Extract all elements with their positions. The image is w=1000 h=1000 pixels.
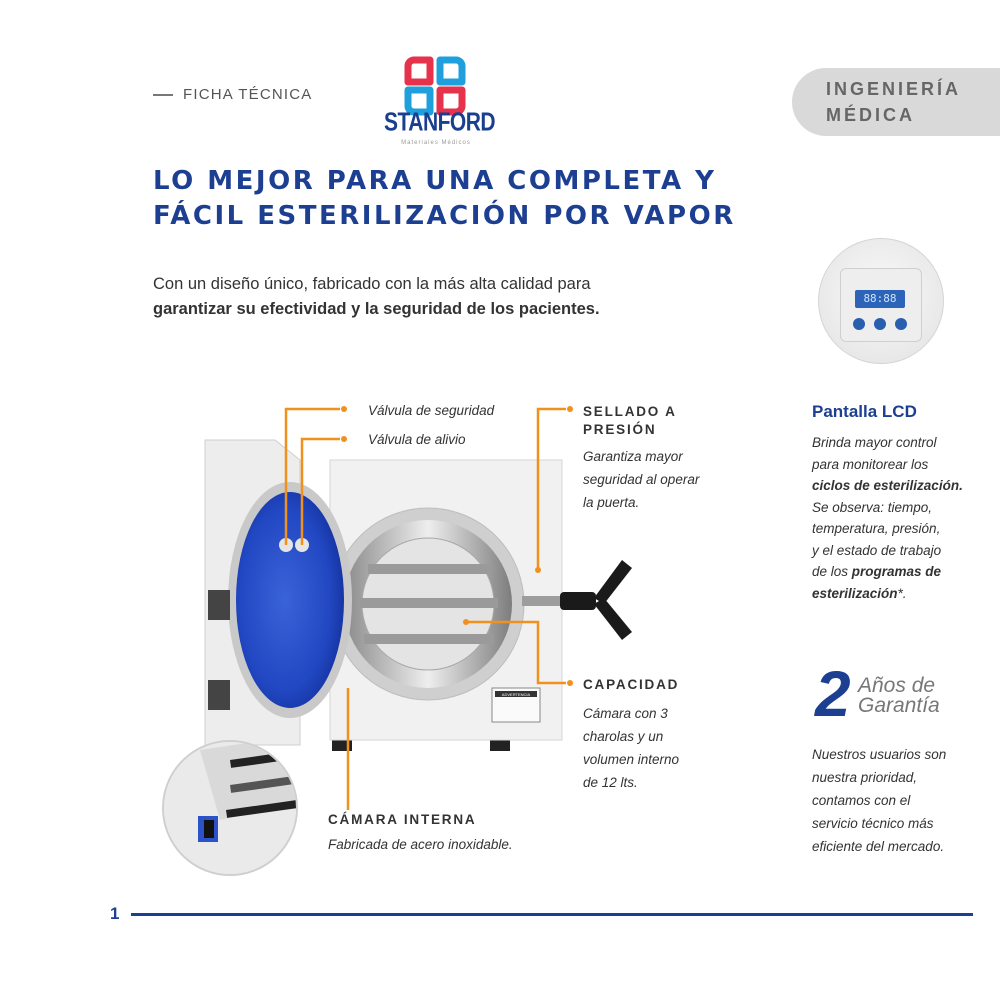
lcd-desc-line: de los	[812, 564, 852, 579]
lcd-button-icon	[874, 318, 886, 330]
door-hinge-closeup	[160, 740, 310, 880]
lcd-title: Pantalla LCD	[812, 402, 917, 421]
lcd-desc-line: Brinda mayor control	[812, 435, 937, 450]
callout-camara	[328, 811, 513, 856]
dash-divider	[153, 94, 173, 96]
warranty-desc-line: servicio técnico más	[812, 816, 934, 831]
warranty-desc-line: nuestra prioridad,	[812, 770, 918, 785]
lcd-button-icon	[853, 318, 865, 330]
intro-bold-text: garantizar su efectividad y la seguridad de los pacientes.	[153, 300, 600, 318]
callout-sellado-desc-2: seguridad al operar	[583, 472, 700, 487]
category-tab-label	[826, 76, 961, 128]
callout-sellado-desc-3: la puerta.	[583, 495, 640, 510]
lcd-desc-bold: esterilización	[812, 585, 898, 601]
page-title-line1: LO MEJOR PARA UNA COMPLETA Y	[153, 166, 717, 196]
warranty-desc-line: Nuestros usuarios son	[812, 747, 947, 762]
warranty-number: 2	[815, 658, 851, 730]
callout-sellado-title-1: SELLADO A	[583, 404, 677, 419]
tab-label-line1: INGENIERÍA	[826, 79, 962, 99]
tab-label-line2: MÉDICA	[826, 105, 915, 125]
lcd-desc-line: temperatura, presión,	[812, 521, 941, 536]
callout-capacidad-desc-1: Cámara con 3	[583, 706, 668, 721]
callout-valvula-alivio: Válvula de alivio	[368, 432, 466, 447]
lcd-desc-suffix: *.	[897, 585, 907, 601]
page-number: 1	[110, 904, 120, 923]
callout-capacidad-desc-2: charolas y un	[583, 729, 664, 744]
page-title-line2: FÁCIL ESTERILIZACIÓN POR VAPOR	[153, 201, 736, 231]
lcd-screen-readout: 88:88	[863, 292, 897, 305]
page-title	[153, 164, 736, 234]
lcd-description	[812, 432, 982, 604]
lcd-desc-bold: ciclos de esterilización.	[812, 478, 963, 493]
warning-sticker-text: ADVERTENCIA	[501, 692, 531, 697]
footer-divider	[131, 913, 973, 916]
callout-sellado-title-2: PRESIÓN	[583, 422, 657, 437]
lcd-button-icon	[895, 318, 907, 330]
warranty-label	[858, 676, 940, 716]
warranty-label-line2: Garantía	[858, 694, 940, 717]
warranty-description	[812, 743, 982, 858]
callout-capacidad-desc-3: volumen interno	[583, 752, 680, 767]
section-label	[153, 86, 313, 103]
lcd-desc-line: Se observa: tiempo,	[812, 499, 933, 515]
warranty-desc-line: contamos con el	[812, 793, 911, 808]
callout-sellado	[583, 403, 699, 514]
intro-paragraph	[153, 272, 600, 322]
lcd-desc-line: y el estado de trabajo	[812, 542, 942, 558]
section-label-text: FICHA TÉCNICA	[183, 86, 313, 103]
callout-capacidad-title: CAPACIDAD	[583, 677, 680, 692]
lcd-desc-line: para monitorear los	[812, 456, 929, 472]
callout-capacidad	[583, 676, 679, 794]
brand-name: STANFORD	[384, 108, 496, 137]
callout-camara-desc: Fabricada de acero inoxidable.	[328, 837, 513, 852]
callout-valvula-seguridad: Válvula de seguridad	[368, 403, 495, 418]
warranty-label-line1: Años de	[858, 674, 936, 697]
brand-tagline: Materiales Médicos	[401, 140, 471, 146]
intro-text: Con un diseño único, fabricado con la más alta calidad para	[153, 275, 591, 293]
lcd-desc-bold: programas de	[851, 564, 942, 579]
warranty-desc-line: eficiente del mercado.	[812, 839, 945, 854]
lcd-screen	[855, 290, 905, 308]
callout-sellado-desc-1: Garantiza mayor	[583, 449, 683, 464]
callout-camara-title: CÁMARA INTERNA	[328, 812, 477, 827]
callout-capacidad-desc-4: de 12 lts.	[583, 775, 638, 790]
